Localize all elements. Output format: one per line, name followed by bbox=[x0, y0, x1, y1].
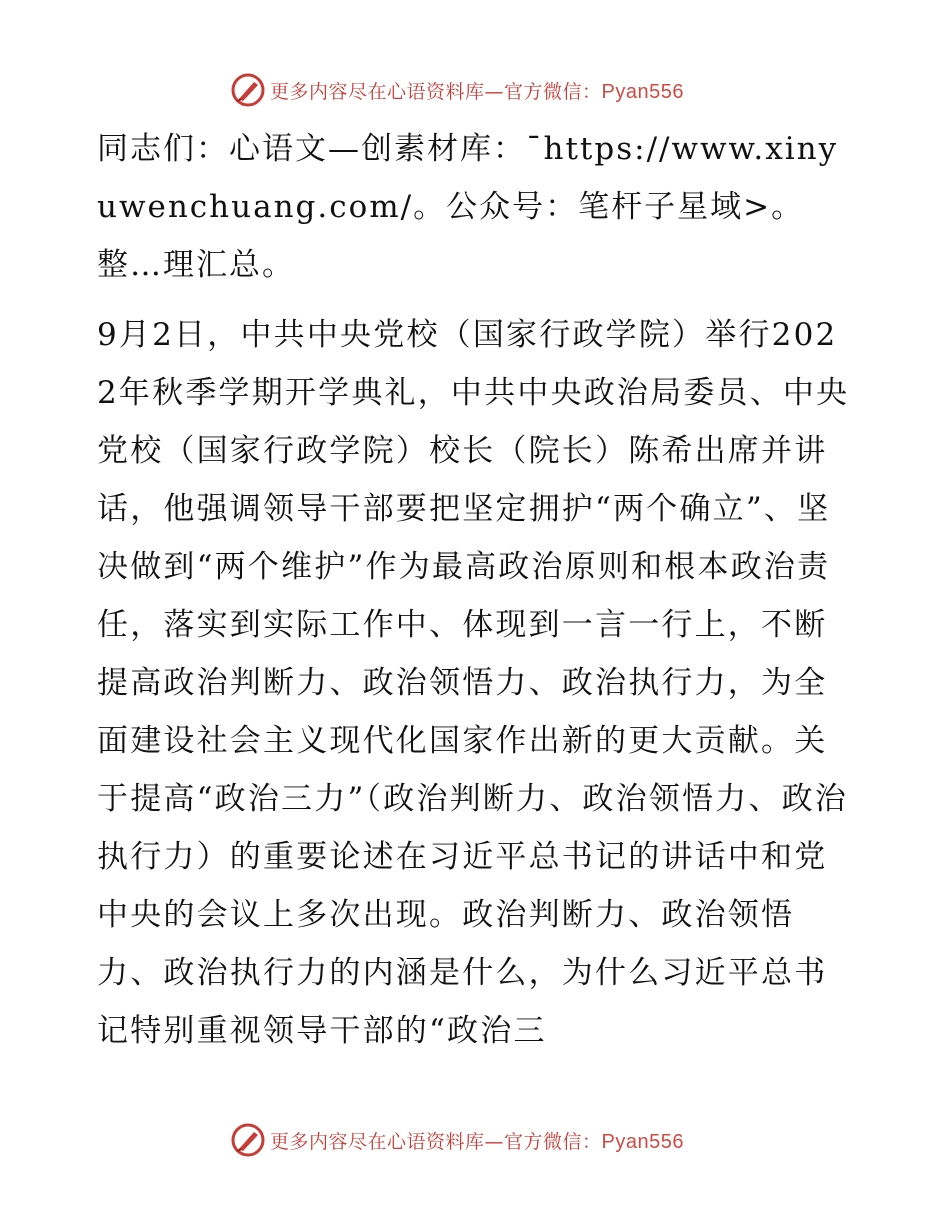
pen-logo-icon bbox=[230, 72, 266, 108]
intro-paragraph: 同志们：心语文—创素材库：¯https://www.xinyuwenchuang.com/。公众号：笔杆子星域>。整…理汇总。 bbox=[97, 131, 839, 283]
pen-logo-icon bbox=[230, 1122, 266, 1158]
document-body bbox=[97, 120, 857, 1060]
header-watermark bbox=[230, 70, 750, 110]
footer-watermark bbox=[230, 1120, 750, 1160]
body-paragraph: 9月2日，中共中央党校（国家行政学院）举行2022年秋季学期开学典礼，中共中央政治局委员、中央党校（国家行政学院）校长（院长）陈希出席并讲话，他强调领导干部要把坚定拥护“两个确立”、坚决做到“两个维护”作为最高政治原则和根本政治责任，落实到实际工作中、体现到一言一行上，不断提高政治判断力、政治领悟力、政治执行力，为全面建设社会主义现代化国家作出新的更大贡献。关于提高“政治三力”（政治判断力、政治领悟力、政治执行力）的重要论述在习近平总书记的讲话中和党中央的会议上多次出现。政治判断力、政治领悟力、政治执行力的内涵是什么，为什么习近平总书记特别重视领导干部的“政治三 bbox=[97, 317, 850, 1049]
watermark-text: 更多内容尽在心语资料库—官方微信：Pyan556 bbox=[270, 1130, 684, 1153]
wechat-id: Pyan556 bbox=[601, 80, 684, 103]
wechat-id: Pyan556 bbox=[601, 1130, 684, 1153]
watermark-text: 更多内容尽在心语资料库—官方微信：Pyan556 bbox=[270, 80, 684, 103]
